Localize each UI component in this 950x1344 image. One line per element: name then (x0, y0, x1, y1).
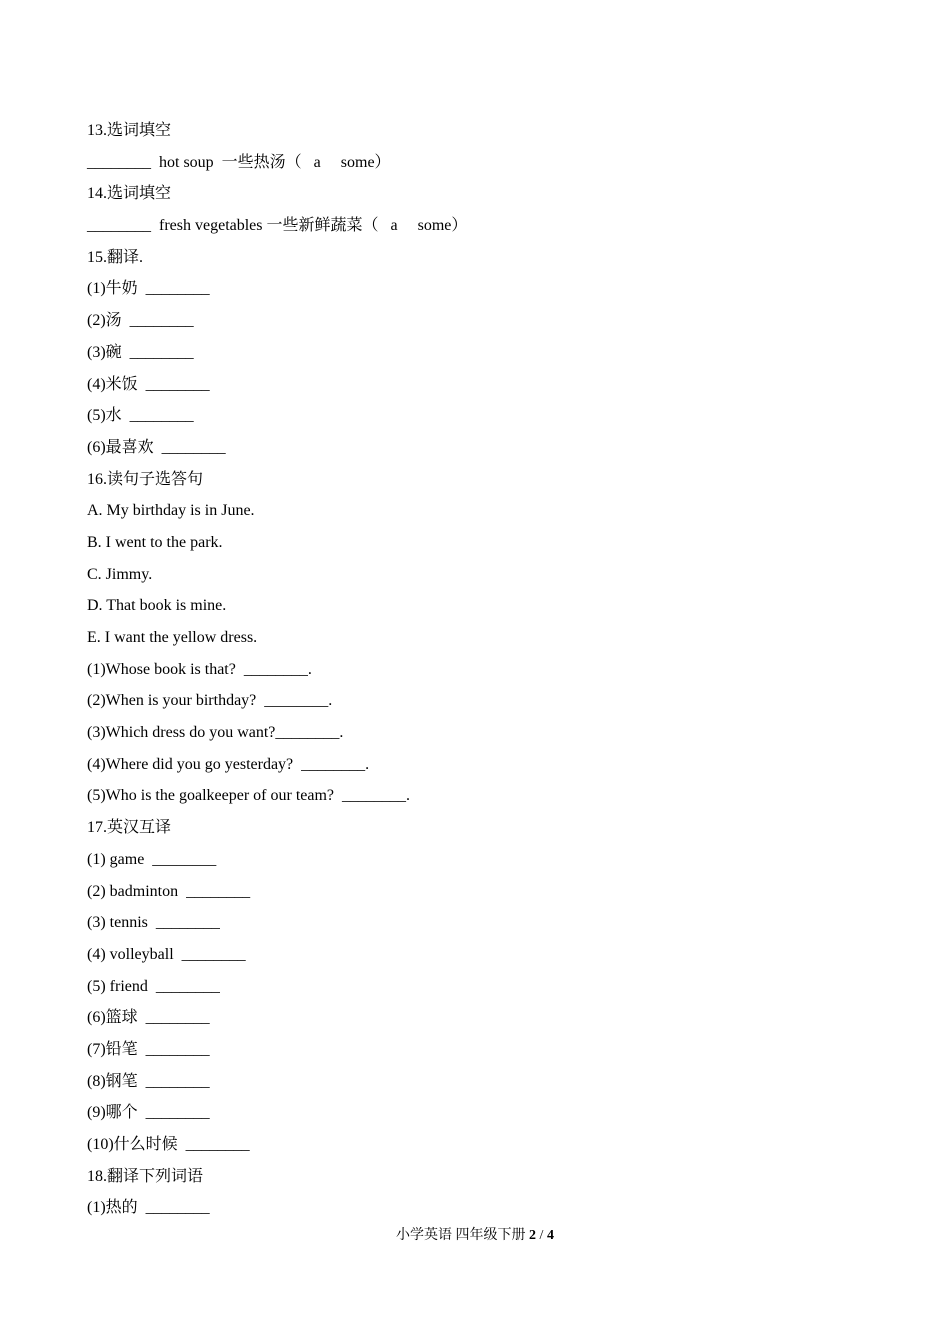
translation-item: (9)哪个 ________ (87, 1104, 210, 1122)
page-separator: / (539, 1228, 544, 1243)
translation-item: (7)铅笔 ________ (87, 1040, 210, 1058)
page-number: 2 (529, 1228, 537, 1243)
translation-item: (4) volleyball ________ (87, 945, 246, 963)
translation-item: (5) friend ________ (87, 977, 220, 995)
page-footer (0, 1226, 950, 1246)
question-title: 18.翻译下列词语 (87, 1167, 204, 1185)
fill-blank-line: ________ fresh vegetables 一些新鲜蔬菜（ a some） (87, 217, 468, 235)
page-total: 4 (546, 1228, 554, 1243)
worksheet-content (87, 115, 867, 1224)
answer-option: D. That book is mine. (87, 597, 227, 615)
translation-item: (1)热的 ________ (87, 1199, 210, 1217)
answer-option: C. Jimmy. (87, 565, 153, 583)
question-title: 13.选词填空 (87, 122, 172, 139)
translation-item: (5)水 ________ (87, 407, 194, 425)
translation-item: (10)什么时候 ________ (87, 1136, 250, 1153)
question-title: 15.翻译. (87, 248, 144, 266)
translation-item: (3)碗 ________ (87, 343, 194, 361)
translation-item: (2) badminton ________ (87, 882, 251, 900)
question-item: (2)When is your birthday? ________. (87, 692, 333, 710)
answer-option: A. My birthday is in June. (87, 502, 255, 520)
question-item: (1)Whose book is that? ________. (87, 660, 312, 678)
question-title: 16.读句子选答句 (87, 470, 204, 488)
translation-item: (1)牛奶 ________ (87, 280, 210, 298)
translation-item: (1) game ________ (87, 850, 217, 868)
fill-blank-line: ________ hot soup 一些热汤（ a some） (87, 153, 391, 171)
question-title: 14.选词填空 (87, 185, 172, 203)
footer-label: 小学英语 四年级下册 (396, 1228, 526, 1243)
question-item: (3)Which dress do you want?________. (87, 724, 344, 742)
question-item: (5)Who is the goalkeeper of our team? ________. (87, 787, 411, 805)
translation-item: (4)米饭 ________ (87, 375, 210, 393)
question-title: 17.英汉互译 (87, 819, 172, 837)
translation-item: (6)最喜欢 ________ (87, 438, 226, 456)
answer-option: B. I went to the park. (87, 533, 223, 551)
translation-item: (8)钢笔 ________ (87, 1072, 210, 1090)
answer-option: E. I want the yellow dress. (87, 629, 258, 646)
translation-item: (6)篮球 ________ (87, 1009, 210, 1027)
question-item: (4)Where did you go yesterday? ________. (87, 755, 370, 773)
translation-item: (2)汤 ________ (87, 312, 194, 330)
translation-item: (3) tennis ________ (87, 914, 220, 932)
